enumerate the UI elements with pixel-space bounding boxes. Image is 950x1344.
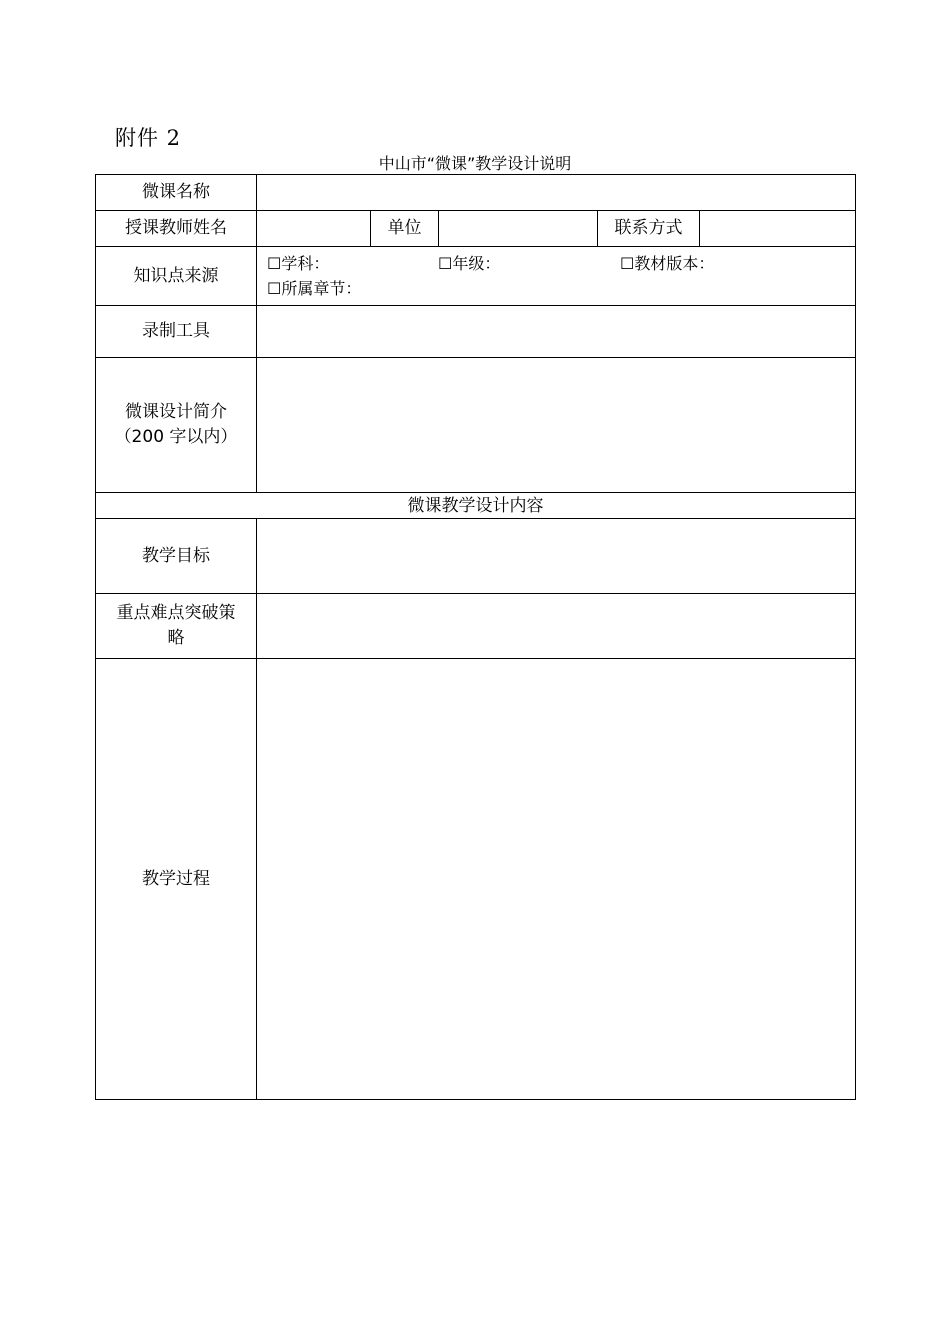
- grade-option-label: 年级：: [452, 254, 501, 273]
- source-options-line-2: [257, 276, 855, 301]
- process-field[interactable]: [257, 659, 856, 1100]
- row-intro: [96, 358, 856, 493]
- textbook-edition-option[interactable]: [620, 251, 714, 276]
- row-key-points: [96, 594, 856, 659]
- intro-label-line-2: （200 字以内）: [114, 427, 238, 447]
- process-label: 教学过程: [96, 659, 257, 1100]
- row-knowledge-source: [96, 247, 856, 306]
- recording-tool-label: 录制工具: [96, 306, 257, 358]
- textbook-edition-checkbox[interactable]: ☐: [620, 254, 635, 273]
- teacher-name-label: 授课教师姓名: [96, 211, 257, 247]
- course-name-label: 微课名称: [96, 175, 257, 211]
- intro-field[interactable]: [257, 358, 856, 493]
- recording-tool-field[interactable]: [257, 306, 856, 358]
- row-objectives: [96, 519, 856, 594]
- unit-label: 单位: [371, 211, 439, 247]
- chapter-option[interactable]: [267, 276, 361, 301]
- row-recording-tool: [96, 306, 856, 358]
- document-title: 中山市“微课”教学设计说明: [378, 154, 572, 173]
- knowledge-source-options: [257, 247, 856, 306]
- intro-label-line-1: 微课设计简介: [125, 402, 227, 422]
- course-name-field[interactable]: [257, 175, 856, 211]
- subject-option[interactable]: [267, 251, 438, 276]
- textbook-edition-option-label: 教材版本：: [634, 254, 715, 273]
- attachment-label: 附件 2: [115, 126, 182, 150]
- key-points-label-line-1: 重点难点突破策: [116, 603, 236, 623]
- contact-label: 联系方式: [598, 211, 700, 247]
- grade-option[interactable]: [438, 251, 620, 276]
- teacher-name-field[interactable]: [257, 211, 371, 247]
- row-process: [96, 659, 856, 1100]
- chapter-checkbox[interactable]: ☐: [267, 279, 282, 298]
- knowledge-source-label: 知识点来源: [96, 247, 257, 306]
- row-teacher: [96, 211, 856, 247]
- chapter-option-label: 所属章节：: [281, 279, 362, 298]
- design-form-table: [95, 174, 856, 1100]
- row-course-name: [96, 175, 856, 211]
- subject-option-label: 学科：: [281, 254, 330, 273]
- objectives-label: 教学目标: [96, 519, 257, 594]
- key-points-field[interactable]: [257, 594, 856, 659]
- source-options-line-1: [257, 251, 855, 276]
- objectives-field[interactable]: [257, 519, 856, 594]
- key-points-label: [96, 594, 257, 659]
- key-points-label-line-2: 略: [167, 628, 185, 648]
- grade-checkbox[interactable]: ☐: [438, 254, 453, 273]
- unit-field[interactable]: [439, 211, 598, 247]
- contact-field[interactable]: [700, 211, 856, 247]
- section-heading: 微课教学设计内容: [96, 493, 856, 519]
- intro-label: [96, 358, 257, 493]
- subject-checkbox[interactable]: ☐: [267, 254, 282, 273]
- row-section-heading: [96, 493, 856, 519]
